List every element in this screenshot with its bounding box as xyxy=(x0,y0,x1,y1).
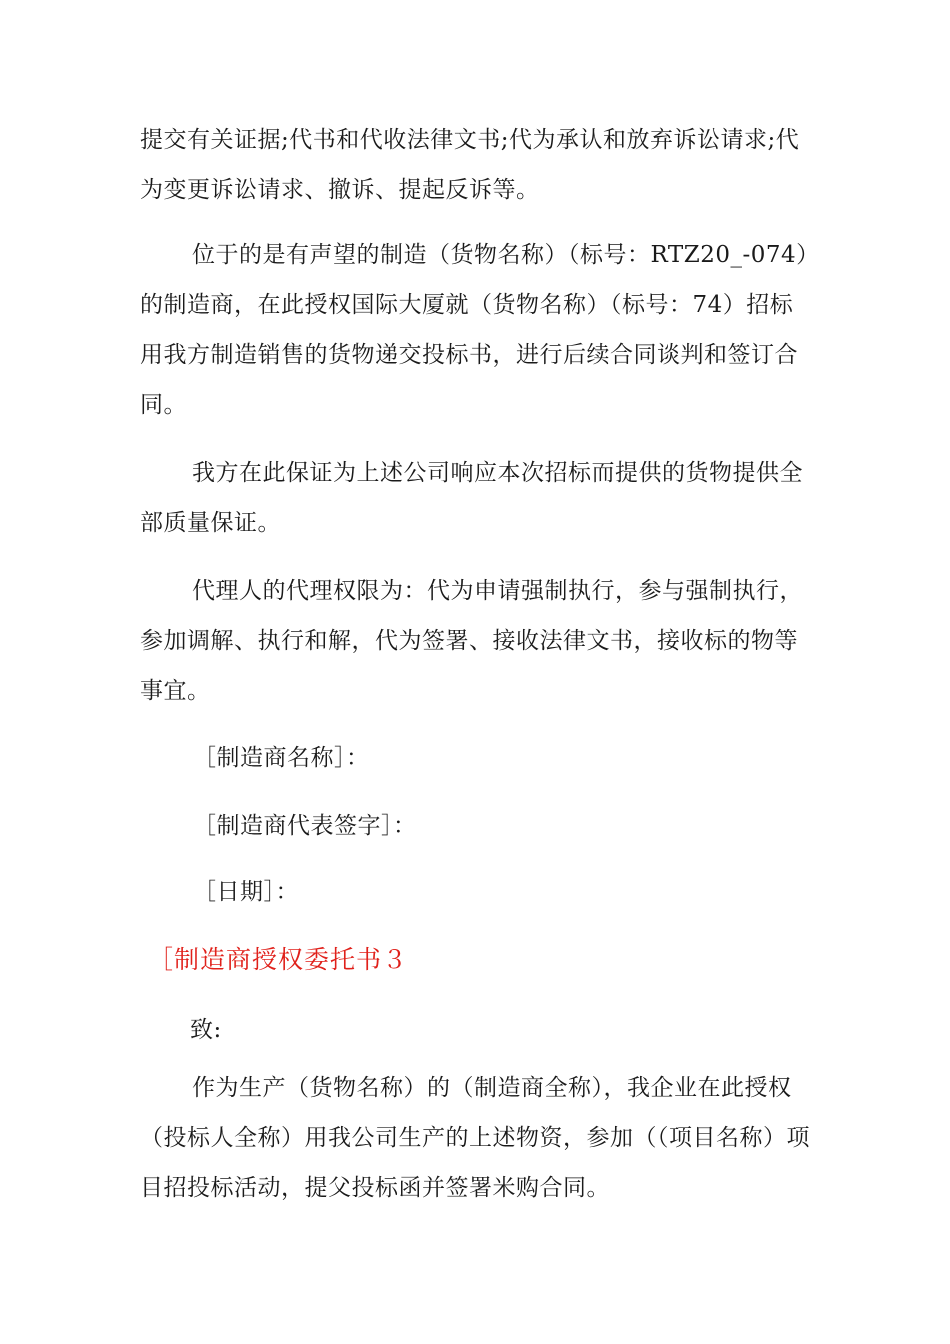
field-date: ［日期］： xyxy=(193,879,299,905)
paragraph-authorization-letter-body: 作为生产（货物名称）的（制造商全称），我企业在此授权（投标人全称）用我公司生产的上述物资，参加（（项目名称）项目招投标活动，提父投标函并签署米购合同。 xyxy=(140,1075,810,1201)
salutation: 致: xyxy=(190,1017,222,1043)
paragraph-evidence-powers: 提交有关证据;代书和代收法律文书;代为承认和放弃诉讼请求;代为变更诉讼请求、撤诉、提起反诉等。 xyxy=(140,127,800,203)
field-representative-signature: ［制造商代表签字］： xyxy=(193,813,417,839)
field-manufacturer-name: ［制造商名称］： xyxy=(193,745,370,771)
paragraph-quality-guarantee: 我方在此保证为上述公司响应本次招标而提供的货物提供全部质量保证。 xyxy=(140,460,803,536)
section-heading: ［制造商授权委托书３ xyxy=(148,945,409,974)
paragraph-authorization: 位于的是有声望的制造（货物名称）（标号：RTZ20_-074）的制造商，在此授权国际大厦就（货物名称）（标号：74）招标用我方制造销售的货物递交投标书，进行后续合同谈判和签订合同。 xyxy=(140,242,809,418)
paragraph-agent-authority: 代理人的代理权限为：代为申请强制执行，参与强制执行，参加调解、执行和解，代为签署、接收法律文书，接收标的物等事宜。 xyxy=(140,578,803,704)
